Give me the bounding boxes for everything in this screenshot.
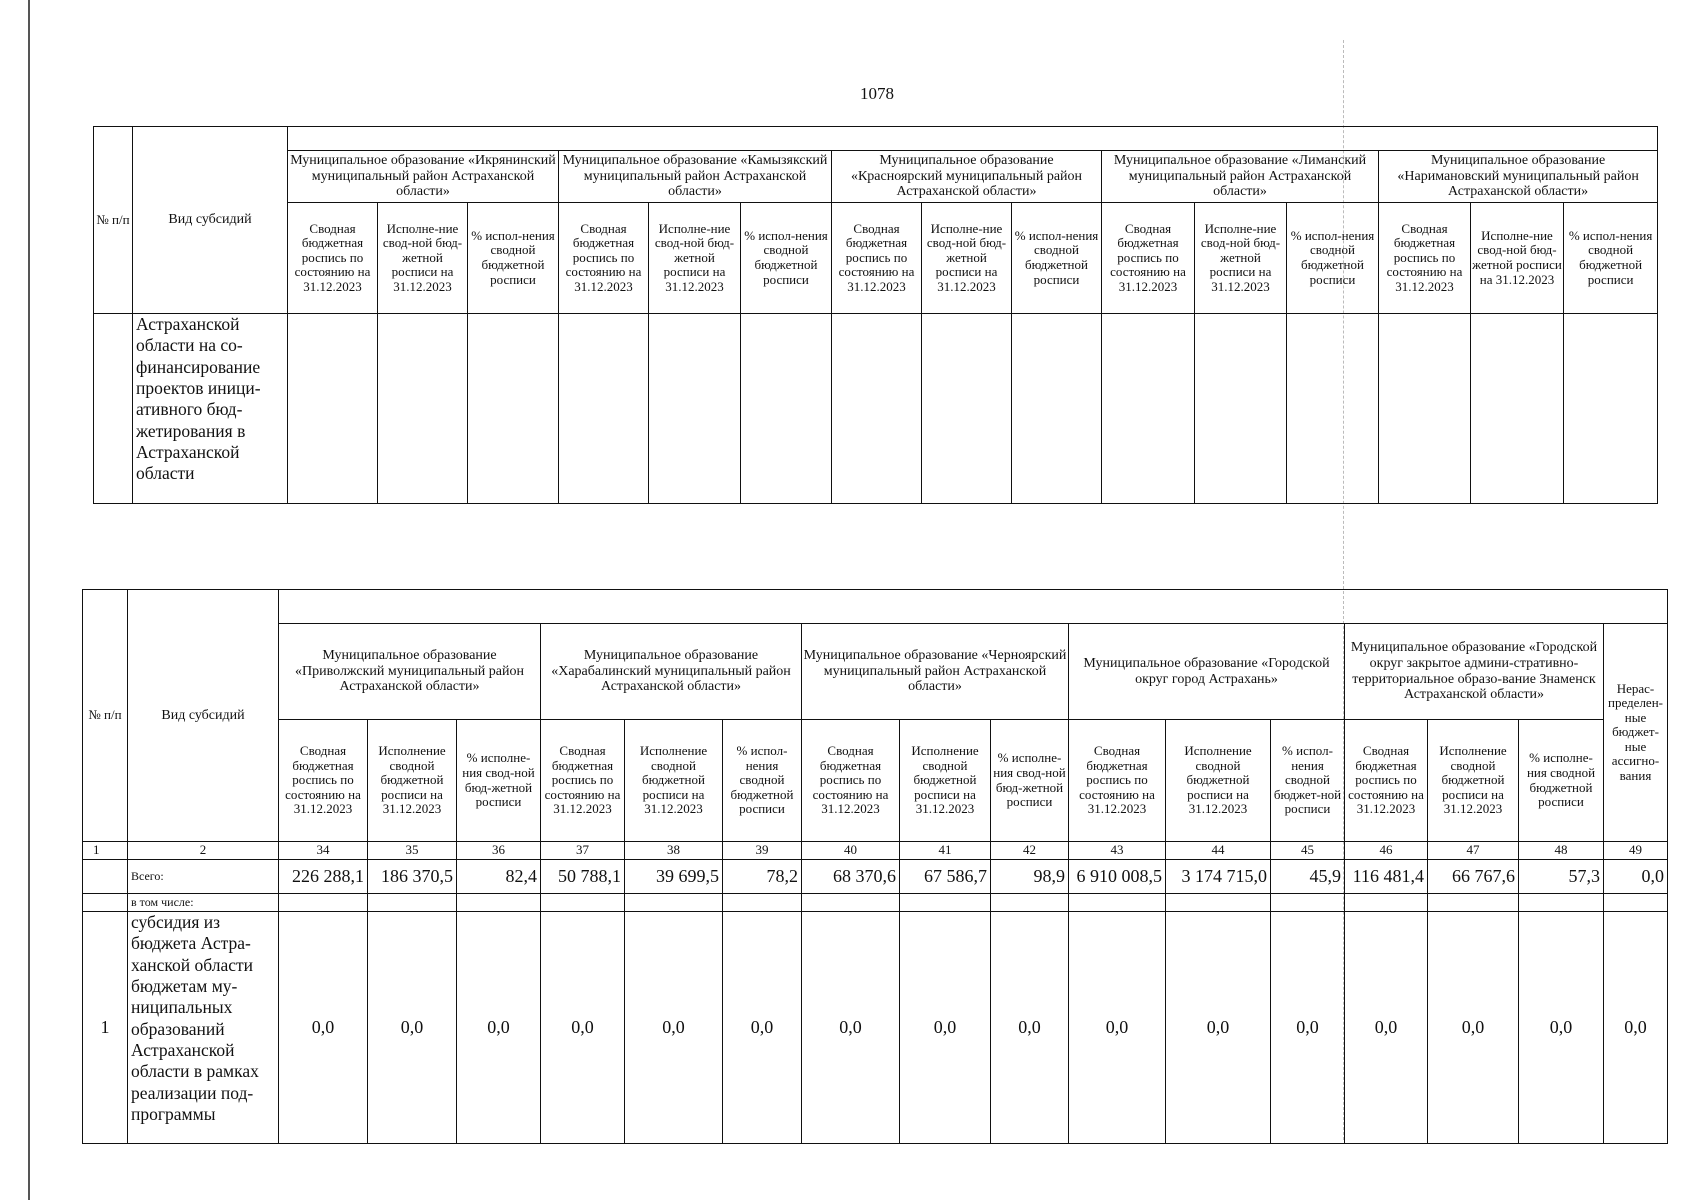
municipality-header: Муниципальное образование «Городской округ закрытое админи-стративно-территориальное образо-вание Знаменск Астраханской области» (1345, 624, 1604, 720)
index-cell: 35 (368, 842, 457, 860)
data-cell (1166, 894, 1271, 912)
data-cell (649, 314, 741, 504)
total-value: 0,0 (1604, 860, 1668, 894)
page-number: 1078 (860, 84, 894, 103)
row-value: 0,0 (368, 912, 457, 1144)
data-cell (468, 314, 559, 504)
data-cell (1471, 314, 1564, 504)
scan-edge-line (28, 0, 30, 1200)
col-exec-header: Исполнение сводной бюджетной росписи на 31.12.2023 (1428, 720, 1519, 842)
municipality-header: Муниципальное образование «Красноярский муниципальный район Астраханской области» (832, 151, 1102, 203)
row-value: 0,0 (723, 912, 802, 1144)
total-value: 50 788,1 (541, 860, 625, 894)
subsidy-description: субсидия из бюджета Астра-ханской области бюджетам му-ниципальных образований Астраханской области в рамках реализации под-программы (128, 912, 279, 1144)
index-cell: 44 (1166, 842, 1271, 860)
row-value: 0,0 (541, 912, 625, 1144)
col-pct-header: % испол-нения сводной бюджет-ной росписи (1271, 720, 1345, 842)
total-value: 116 481,4 (1345, 860, 1428, 894)
municipality-header: Муниципальное образование «Приволжский муниципальный район Астраханской области» (279, 624, 541, 720)
subsidy-table-top (93, 126, 1658, 504)
row-number (83, 860, 128, 894)
row-number: 1 (83, 912, 128, 1144)
total-value: 226 288,1 (279, 860, 368, 894)
total-value: 57,3 (1519, 860, 1604, 894)
data-cell (900, 894, 991, 912)
col-exec-header: Исполне-ние свод-ной бюд-жетной росписи на 31.12.2023 (649, 203, 741, 314)
col-budget-header: Сводная бюджетная роспись по состоянию на 31.12.2023 (1379, 203, 1471, 314)
col-budget-header: Сводная бюджетная роспись по состоянию на 31.12.2023 (288, 203, 378, 314)
col-pct-header: % испол-нения сводной бюджетной росписи (723, 720, 802, 842)
index-cell: 37 (541, 842, 625, 860)
row-value: 0,0 (457, 912, 541, 1144)
col-budget-header: Сводная бюджетная роспись по состоянию на 31.12.2023 (802, 720, 900, 842)
data-cell (1564, 314, 1658, 504)
data-cell (1345, 894, 1428, 912)
col-exec-header: Исполнение сводной бюджетной росписи на 31.12.2023 (625, 720, 723, 842)
col-budget-header: Сводная бюджетная роспись по состоянию на 31.12.2023 (1102, 203, 1195, 314)
data-cell (723, 894, 802, 912)
index-cell: 41 (900, 842, 991, 860)
data-cell (1287, 314, 1379, 504)
row-value: 0,0 (802, 912, 900, 1144)
row-value: 0,0 (625, 912, 723, 1144)
data-cell (1519, 894, 1604, 912)
col-exec-header: Исполне-ние свод-ной бюд-жетной росписи на 31.12.2023 (378, 203, 468, 314)
total-value: 82,4 (457, 860, 541, 894)
col-budget-header: Сводная бюджетная роспись по состоянию на 31.12.2023 (559, 203, 649, 314)
data-cell (1102, 314, 1195, 504)
total-value: 78,2 (723, 860, 802, 894)
col-exec-header: Исполне-ние свод-ной бюд-жетной росписи на 31.12.2023 (922, 203, 1012, 314)
index-cell: 47 (1428, 842, 1519, 860)
col-exec-header: Исполнение сводной бюджетной росписи на 31.12.2023 (368, 720, 457, 842)
col-pct-header: % испол-нения сводной бюджетной росписи (468, 203, 559, 314)
col-budget-header: Сводная бюджетная роспись по состоянию на 31.12.2023 (541, 720, 625, 842)
col-budget-header: Сводная бюджетная роспись по состоянию на 31.12.2023 (1069, 720, 1166, 842)
data-cell (1428, 894, 1519, 912)
data-cell (741, 314, 832, 504)
municipality-header: Муниципальное образование «Камызякский муниципальный район Астраханской области» (559, 151, 832, 203)
data-cell (368, 894, 457, 912)
col-pct-header: % исполне-ния сводной бюджетной росписи (1519, 720, 1604, 842)
num-header: № п/п (94, 127, 133, 314)
municipality-header: Муниципальное образование «Городской округ город Астрахань» (1069, 624, 1345, 720)
subsidy-description: Астраханской области на со-финансирование проектов иници-ативного бюд-жетирования в Астраханской области (133, 314, 288, 504)
including-label: в том числе: (128, 894, 279, 912)
header-spacer (279, 590, 1668, 624)
index-cell: 36 (457, 842, 541, 860)
row-number (94, 314, 133, 504)
total-value: 186 370,5 (368, 860, 457, 894)
data-cell (541, 894, 625, 912)
row-value: 0,0 (1271, 912, 1345, 1144)
municipality-header: Муниципальное образование «Харабалинский муниципальный район Астраханской области» (541, 624, 802, 720)
total-value: 66 767,6 (1428, 860, 1519, 894)
col-budget-header: Сводная бюджетная роспись по состоянию на 31.12.2023 (1345, 720, 1428, 842)
col-exec-header: Исполне-ние свод-ной бюд-жетной росписи на 31.12.2023 (1471, 203, 1564, 314)
data-cell (378, 314, 468, 504)
index-cell: 43 (1069, 842, 1166, 860)
index-cell: 38 (625, 842, 723, 860)
col-pct-header: % исполне-ния свод-ной бюд-жетной росписи (991, 720, 1069, 842)
municipality-header: Муниципальное образование «Черноярский муниципальный район Астраханской области» (802, 624, 1069, 720)
index-cell: 45 (1271, 842, 1345, 860)
row-value: 0,0 (900, 912, 991, 1144)
index-cell: 42 (991, 842, 1069, 860)
row-value: 0,0 (991, 912, 1069, 1144)
total-value: 3 174 715,0 (1166, 860, 1271, 894)
data-cell (802, 894, 900, 912)
total-value: 68 370,6 (802, 860, 900, 894)
col-budget-header: Сводная бюджетная роспись по состоянию на 31.12.2023 (279, 720, 368, 842)
row-value: 0,0 (1069, 912, 1166, 1144)
total-row (83, 860, 1668, 894)
data-cell (1379, 314, 1471, 504)
row-value: 0,0 (1428, 912, 1519, 1144)
data-cell (1069, 894, 1166, 912)
index-cell: 40 (802, 842, 900, 860)
total-label: Всего: (128, 860, 279, 894)
col-exec-header: Исполне-ние свод-ной бюд-жетной росписи на 31.12.2023 (1195, 203, 1287, 314)
row-value: 0,0 (1519, 912, 1604, 1144)
data-cell (457, 894, 541, 912)
index-cell: 1 (83, 842, 128, 860)
type-header: Вид субсидий (133, 127, 288, 314)
col-pct-header: % испол-нения сводной бюджетной росписи (741, 203, 832, 314)
unallocated-header: Нерас-пределен-ные бюджет-ные ассигно-вания (1604, 624, 1668, 842)
data-cell (832, 314, 922, 504)
row-value: 0,0 (279, 912, 368, 1144)
municipality-header: Муниципальное образование «Лиманский муниципальный район Астраханской области» (1102, 151, 1379, 203)
subsidy-table-bottom (82, 589, 1668, 1144)
total-value: 6 910 008,5 (1069, 860, 1166, 894)
col-exec-header: Исполнение сводной бюджетной росписи на 31.12.2023 (900, 720, 991, 842)
municipality-header: Муниципальное образование «Наримановский муниципальный район Астраханской области» (1379, 151, 1658, 203)
data-cell (922, 314, 1012, 504)
col-exec-header: Исполнение сводной бюджетной росписи на 31.12.2023 (1166, 720, 1271, 842)
total-value: 67 586,7 (900, 860, 991, 894)
index-cell: 49 (1604, 842, 1668, 860)
total-value: 98,9 (991, 860, 1069, 894)
index-cell: 2 (128, 842, 279, 860)
data-cell (991, 894, 1069, 912)
row-value: 0,0 (1166, 912, 1271, 1144)
col-pct-header: % исполне-ния свод-ной бюд-жетной росписи (457, 720, 541, 842)
col-pct-header: % испол-нения сводной бюджетной росписи (1287, 203, 1379, 314)
subsidy-row (83, 912, 1668, 1144)
index-row (83, 842, 1668, 860)
index-cell: 48 (1519, 842, 1604, 860)
including-row (83, 894, 1668, 912)
total-value: 39 699,5 (625, 860, 723, 894)
total-value: 45,9 (1271, 860, 1345, 894)
index-cell: 39 (723, 842, 802, 860)
type-header: Вид субсидий (128, 590, 279, 842)
index-cell: 34 (279, 842, 368, 860)
row-value: 0,0 (1604, 912, 1668, 1144)
row-number (83, 894, 128, 912)
num-header: № п/п (83, 590, 128, 842)
data-cell (1012, 314, 1102, 504)
data-cell (559, 314, 649, 504)
header-spacer (288, 127, 1658, 151)
data-cell (625, 894, 723, 912)
data-cell (288, 314, 378, 504)
data-cell (1195, 314, 1287, 504)
index-cell: 46 (1345, 842, 1428, 860)
col-pct-header: % испол-нения сводной бюджетной росписи (1012, 203, 1102, 314)
col-budget-header: Сводная бюджетная роспись по состоянию на 31.12.2023 (832, 203, 922, 314)
row-value: 0,0 (1345, 912, 1428, 1144)
data-cell (1604, 894, 1668, 912)
data-cell (1271, 894, 1345, 912)
col-pct-header: % испол-нения сводной бюджетной росписи (1564, 203, 1658, 314)
data-cell (279, 894, 368, 912)
municipality-header: Муниципальное образование «Икрянинский муниципальный район Астраханской области» (288, 151, 559, 203)
